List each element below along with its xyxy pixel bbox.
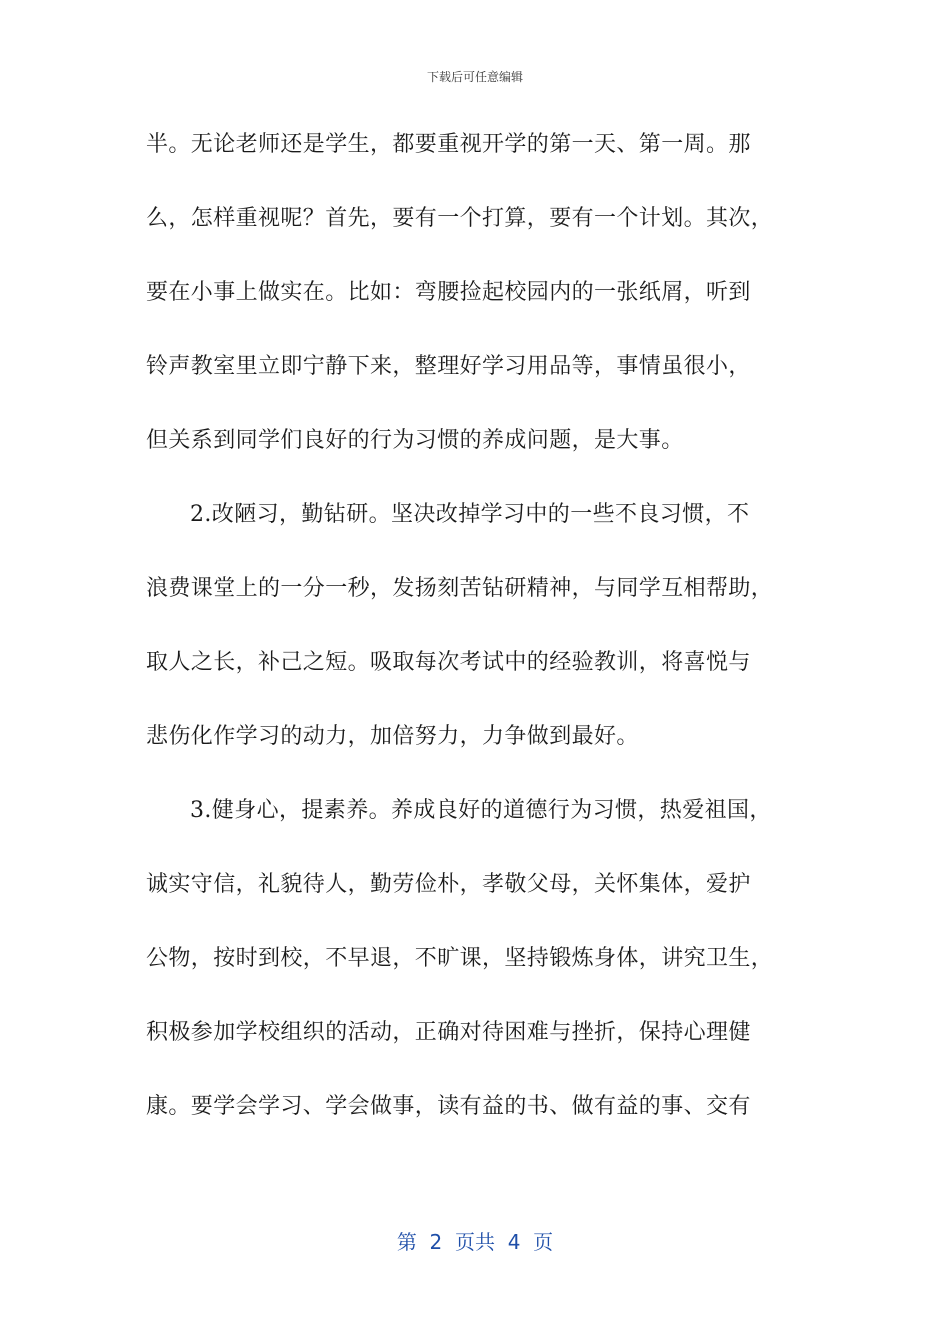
header-note: 下载后可任意编辑 [426, 70, 523, 84]
paragraph-2-start: 2.改陋习，勤钻研。坚决改掉学习中的一些不良习惯，不 [190, 502, 750, 527]
text-line: 公物，按时到校，不早退，不旷课，坚持锻炼身体，讲究卫生， [146, 946, 774, 971]
text-line: 铃声教室里立即宁静下来，整理好学习用品等，事情虽很小， [146, 354, 751, 379]
text-line: 要在小事上做实在。比如：弯腰捡起校园内的一张纸屑，听到 [146, 280, 751, 305]
text-line: 半。无论老师还是学生，都要重视开学的第一天、第一周。那 [146, 132, 751, 157]
body-text [146, 126, 810, 1162]
text-line: 积极参加学校组织的活动，正确对待困难与挫折，保持心理健 [146, 1020, 751, 1045]
text-line: 但关系到同学们良好的行为习惯的养成问题，是大事。 [146, 428, 684, 453]
text-line: 么，怎样重视呢？首先，要有一个打算，要有一个计划。其次， [146, 206, 774, 231]
text-line: 悲伤化作学习的动力，加倍努力，力争做到最好。 [146, 724, 639, 749]
text-line: 诚实守信，礼貌待人，勤劳俭朴，孝敬父母，关怀集体，爱护 [146, 872, 751, 897]
text-line: 浪费课堂上的一分一秒，发扬刻苦钻研精神，与同学互相帮助， [146, 576, 774, 601]
paragraph-3-start: 3.健身心，提素养。养成良好的道德行为习惯，热爱祖国， [190, 798, 772, 823]
text-line: 康。要学会学习、学会做事，读有益的书、做有益的事、交有 [146, 1094, 751, 1119]
text-line: 取人之长，补己之短。吸取每次考试中的经验教训，将喜悦与 [146, 650, 751, 675]
page-number-footer: 第 2 页共 4 页 [396, 1230, 554, 1254]
